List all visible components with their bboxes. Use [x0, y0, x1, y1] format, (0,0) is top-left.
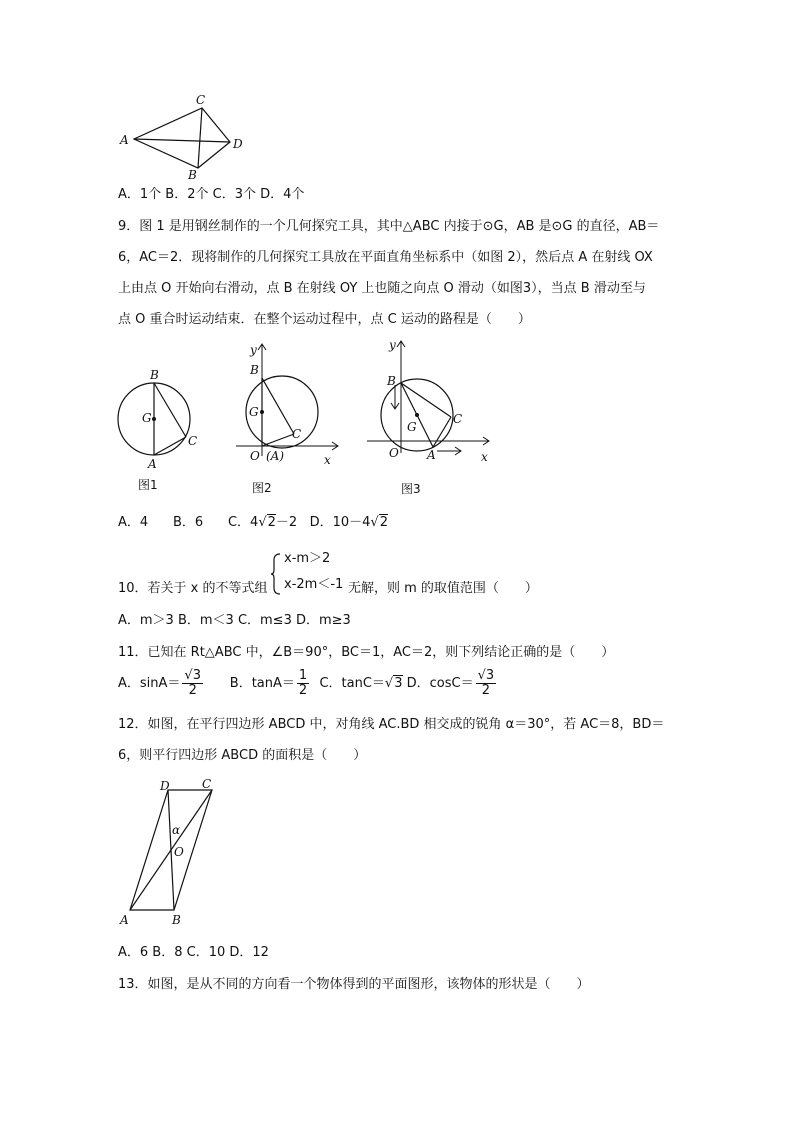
rhombus-label-d: D	[233, 137, 243, 151]
q10-suffix: 无解，则 m 的取值范围（ ）	[348, 581, 538, 596]
q8-options: A．1个 B．2个 C．3个 D．4个	[118, 187, 305, 202]
fig2-label-y: y	[250, 343, 257, 357]
sqrt-sign: √	[384, 676, 394, 691]
q9-line-1: 9．图 1 是用钢丝制作的一个几何探究工具，其中△ABC 内接于⊙G，AB 是⊙G 的直径，AB＝	[118, 219, 660, 234]
brace-icon	[270, 552, 282, 596]
q9-option-d-radicand: 2	[379, 515, 388, 530]
q11-option-a: A．sinA＝	[118, 676, 181, 691]
fig3-label-c: C	[453, 412, 463, 426]
fig2-label-x: x	[324, 453, 331, 467]
rhombus-label-a: A	[120, 133, 129, 147]
q10-options: A．m＞3 B．m＜3 C．m≤3 D．m≥3	[118, 613, 351, 628]
q10-inequality-1: x-m＞2	[284, 551, 331, 566]
rhombus-label-c: C	[196, 93, 206, 107]
q9-option-c-suffix: －2	[275, 515, 298, 530]
fraction	[297, 669, 309, 698]
q9-line-2: 6，AC＝2．现将制作的几何探究工具放在平面直角坐标系中（如图 2），然后点 A 在射线 OX	[118, 250, 653, 265]
parallelogram-figure	[116, 778, 226, 928]
fig3-label-b: B	[387, 374, 396, 388]
para-label-d: D	[160, 779, 170, 793]
q9-option-c-prefix: C．4	[227, 515, 259, 530]
q9-figure-1	[112, 365, 202, 495]
q11-option-c: C．tanC＝	[319, 676, 385, 691]
q9-line-3: 上由点 O 开始向右滑动，点 B 在射线 OY 上也随之向点 O 滑动（如图3），当点 B 滑动至与	[118, 281, 646, 296]
fig2-label-a: (A)	[266, 449, 285, 463]
fig2-label-o: O	[250, 449, 260, 463]
sqrt-sign: √	[258, 515, 267, 530]
fig1-label-a: A	[148, 457, 157, 471]
q12-options: A．6 B．8 C．10 D．12	[118, 945, 269, 960]
sqrt-sign: √	[370, 515, 379, 530]
fraction-numerator: √3	[477, 668, 495, 683]
q12-line-1: 12．如图，在平行四边形 ABCD 中，对角线 AC.BD 相交成的锐角 α＝30°，若 AC＝8，BD＝	[118, 717, 665, 732]
q9-figure-3	[365, 337, 495, 497]
rhombus-label-b: B	[188, 168, 197, 180]
q10-inequality-2: x-2m＜-1	[284, 577, 344, 592]
q11-options	[118, 668, 498, 700]
fig3-label-x: x	[481, 450, 488, 464]
fig2-caption: 图2	[252, 481, 272, 495]
fig2-label-b: B	[250, 363, 259, 377]
q9-line-4: 点 O 重合时运动结束．在整个运动过程中，点 C 运动的路程是（ ）	[118, 312, 531, 327]
fraction	[182, 669, 203, 698]
q9-figure-2	[226, 340, 346, 500]
fraction-numerator: 1	[298, 668, 308, 683]
q9-option-c-radicand: 2	[267, 515, 276, 530]
fig1-label-c: C	[188, 434, 198, 448]
fraction-numerator: √3	[184, 668, 201, 683]
fig3-label-o: O	[389, 446, 399, 460]
fraction-denominator: 2	[298, 683, 308, 698]
fig1-label-g: G	[142, 411, 152, 425]
para-label-o: O	[174, 845, 184, 859]
fig1-caption: 图1	[138, 478, 158, 492]
q10-prefix: 10．若关于 x 的不等式组	[118, 581, 268, 596]
q12-line-2: 6，则平行四边形 ABCD 的面积是（ ）	[118, 748, 367, 763]
q11-option-c-radicand: 3	[394, 676, 403, 691]
fig1-label-b: B	[150, 368, 159, 382]
fraction	[476, 669, 497, 698]
fig2-label-g: G	[249, 405, 259, 419]
fig3-label-y: y	[389, 338, 396, 352]
fig2-label-c: C	[292, 427, 302, 441]
fig3-label-g: G	[407, 420, 417, 434]
q9-options	[118, 514, 388, 532]
fraction-denominator: 2	[481, 683, 491, 698]
fig3-caption: 图3	[401, 482, 421, 496]
para-label-alpha: α	[172, 823, 181, 837]
para-label-b: B	[172, 913, 181, 927]
q9-option-d-prefix: D．10－4	[309, 515, 371, 530]
fig3-label-a: A	[427, 448, 436, 462]
q9-option-b: B．6	[172, 515, 204, 530]
rhombus-figure	[116, 90, 256, 180]
q13-stem: 13．如图，是从不同的方向看一个物体得到的平面图形，该物体的形状是（ ）	[118, 977, 590, 992]
fraction-denominator: 2	[188, 683, 197, 698]
para-label-c: C	[202, 778, 212, 791]
q9-option-a: A．4	[118, 515, 149, 530]
q11-option-d: D．cosC＝	[406, 676, 474, 691]
q11-option-b: B．tanA＝	[229, 676, 295, 691]
para-label-a: A	[120, 913, 129, 927]
q11-stem: 11．已知在 Rt△ABC 中，∠B＝90°，BC＝1，AC＝2，则下列结论正确的是（ ）	[118, 645, 615, 660]
